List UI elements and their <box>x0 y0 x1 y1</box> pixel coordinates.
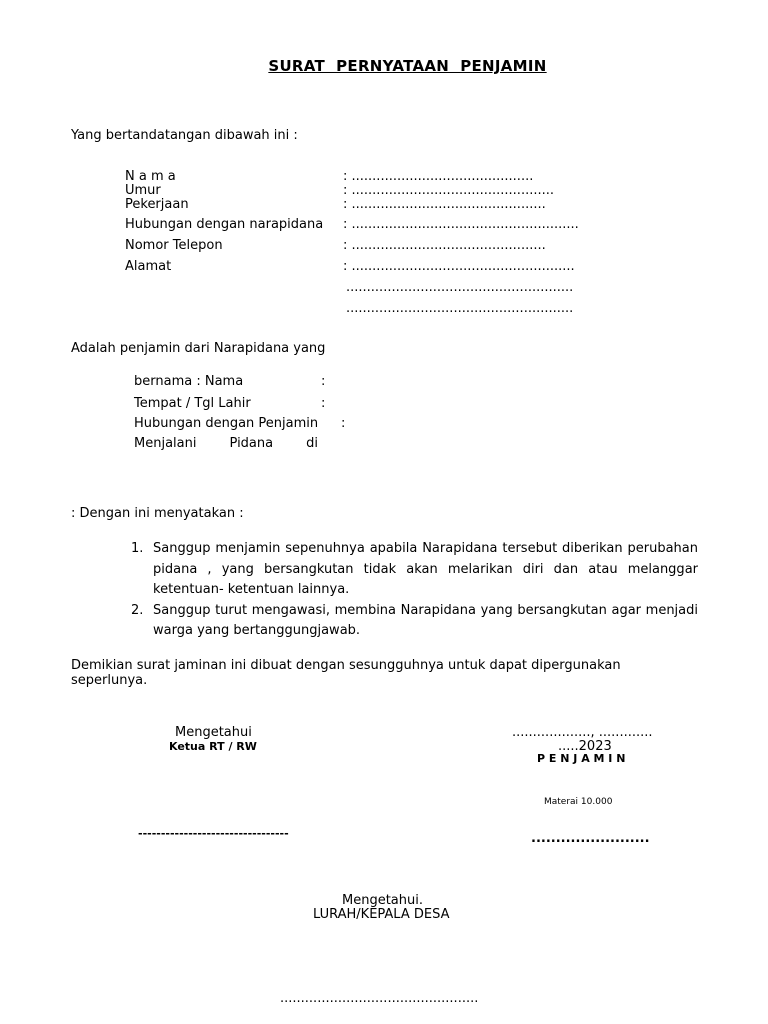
field-value-pekerjaan: : ............................................... <box>343 197 546 212</box>
inmate-value-ttl: : <box>321 396 326 411</box>
list-item-text: Sanggup menjamin sepenuhnya apabila Narapidana tersebut diberikan perubahan pidana , yang bersangkutan tidak akan melarikan diri dan atau melanggar ketentuan- ketentuan lainnya. <box>153 541 698 597</box>
materai-stamp: Materai 10.000 <box>544 797 613 807</box>
list-item <box>131 601 698 642</box>
field-label-pekerjaan: Pekerjaan <box>125 197 189 212</box>
field-label-alamat: Alamat <box>125 259 172 274</box>
field-value-alamat: : ...................................................... <box>343 259 575 274</box>
field-label-nama: N a m a <box>125 169 176 184</box>
rt-rw-role: Ketua RT / RW <box>169 740 257 753</box>
lurah-role: LURAH/KEPALA DESA <box>313 907 450 922</box>
rt-rw-acknowledge: Mengetahui <box>175 725 252 740</box>
closing-text: Demikian surat jaminan ini dibuat dengan sesungguhnya untuk dapat dipergunakan seperlunya. <box>71 658 621 688</box>
field-value-hubungan: : ....................................................... <box>343 217 579 232</box>
inmate-value-hubungan: : <box>341 416 346 431</box>
place-date: ..................., ............. <box>512 725 653 740</box>
inmate-label-pidana: Menjalani Pidana di <box>134 436 319 451</box>
list-item-number: 2. <box>131 602 144 618</box>
field-value-alamat-line-3: ....................................................... <box>346 301 574 316</box>
document-title: SURAT PERNYATAAN PENJAMIN <box>268 57 547 75</box>
list-item-text: Sanggup turut mengawasi, membina Narapidana yang bersangkutan agar menjadi warga yang bertanggungjawab. <box>153 602 698 638</box>
list-item-number: 1. <box>131 541 144 556</box>
inmate-label-nama: bernama : Nama <box>134 374 244 389</box>
signature-year: .....2023 <box>558 739 612 754</box>
inmate-label-ttl: Tempat / Tgl Lahir <box>134 396 251 411</box>
field-value-telepon: : ............................................... <box>343 238 546 253</box>
inmate-label-hubungan: Hubungan dengan Penjamin <box>134 416 319 431</box>
lurah-acknowledge: Mengetahui. <box>342 893 423 908</box>
guarantee-intro: Adalah penjamin dari Narapidana yang <box>71 341 326 356</box>
field-value-nama: : ............................................ <box>343 169 534 184</box>
list-item <box>131 539 698 601</box>
intro-text: Yang bertandatangan dibawah ini : <box>71 128 298 143</box>
penjamin-role: P E N J A M I N <box>537 752 626 765</box>
lurah-signature-line: ................................................ <box>280 991 479 1006</box>
inmate-value-nama: : <box>321 374 326 389</box>
field-label-telepon: Nomor Telepon <box>125 238 223 253</box>
field-label-umur: Umur <box>125 183 161 198</box>
field-value-alamat-line-2: ....................................................... <box>346 280 574 295</box>
statement-list <box>131 539 698 642</box>
field-label-hubungan: Hubungan dengan narapidana <box>125 217 324 232</box>
penjamin-signature-line: ........................ <box>531 831 650 846</box>
rt-rw-signature-line: --------------------------------- <box>138 827 289 840</box>
statement-intro: : Dengan ini menyatakan : <box>71 506 244 521</box>
field-value-umur: : ................................................. <box>343 183 554 198</box>
